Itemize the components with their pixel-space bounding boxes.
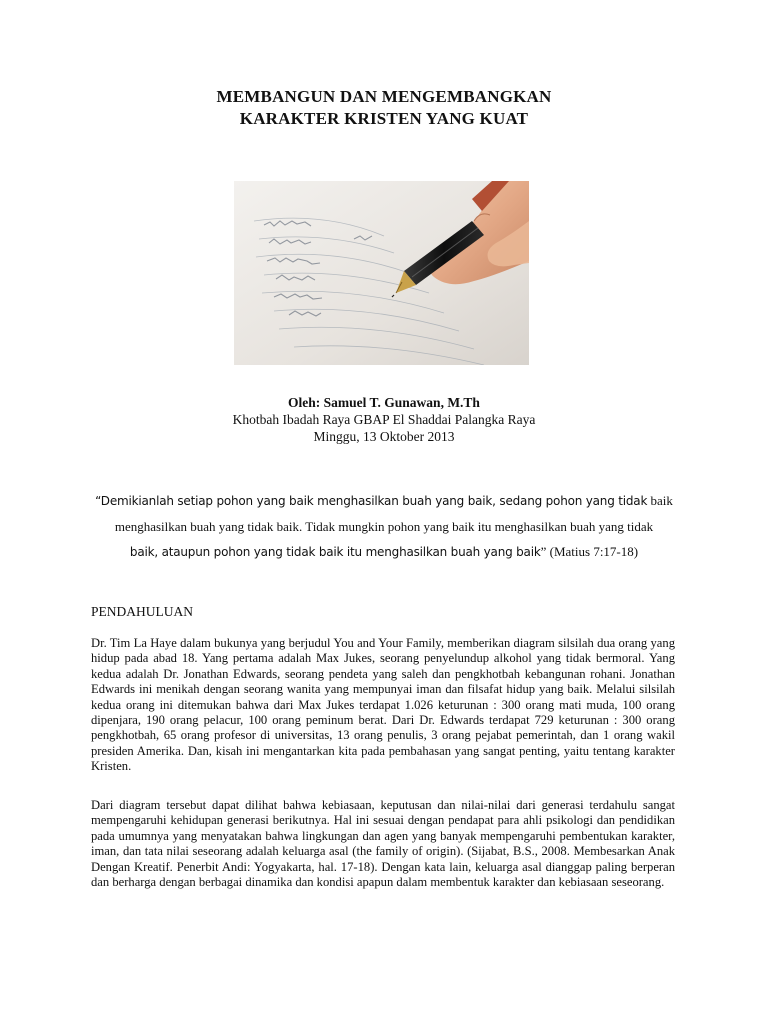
scripture-quote: [94, 488, 674, 565]
paragraph-2: Dari diagram tersebut dapat dilihat bahwa kebiasaan, keputusan dan nilai-nilai dari generasi terdahulu sangat mempengaruhi kehidupan generasi berikutnya. Hal ini sesuai dengan pendapat para ahli psikologi dan pendidikan pada umumnya yang menyatakan bahwa lingkungan dan agen yang banyak mempengaruhi pembentukan karakter, iman, dan tata nilai seseorang adalah keluarga asal (the family of origin). (Sijabat, B.S., 2008. Membesarkan Anak Dengan Kreatif. Penerbit Andi: Yogyakarta, hal. 17-18). Dengan kata lain, keluarga asal dianggap paling berperan dan berharga dengan berbagai dinamika dan kondisi apapun dalam membentuk karakter dan kebiasaan seseorang.: [91, 798, 675, 890]
quote-line-3-a: baik, ataupun pohon yang tidak baik itu menghasilkan buah yang baik: [129, 545, 541, 559]
sermon-date: Minggu, 13 Oktober 2013: [313, 429, 455, 444]
quote-line-2: menghasilkan buah yang tidak baik. Tidak mungkin pohon yang baik itu menghasilkan buah yang tidak: [114, 519, 654, 534]
event-name: Khotbah Ibadah Raya GBAP El Shaddai Palangka Raya: [232, 412, 536, 427]
title-line-1: MEMBANGUN DAN MENGEMBANGKAN: [216, 87, 552, 106]
paragraph-1: Dr. Tim La Haye dalam bukunya yang berjudul You and Your Family, memberikan diagram silsilah dua orang yang hidup pada abad 18. Yang pertama adalah Max Jukes, seorang penyelundup alkohol yang tidak bermoral. Yang kedua adalah Dr. Jonathan Edwards, seorang pendeta yang saleh dan pengkhotbah kebangunan rohani. Jonathan Edwards ini menikah dengan seorang wanita yang mempunyai iman dan filsafat hidup yang baik. Melalui silsilah kedua orang ini ditemukan bahwa dari Max Jukes terdapat 1.026 keturunan : 300 orang mati muda, 100 orang dipenjara, 190 orang pelacur, 100 orang peminum berat. Dari Dr. Edwards terdapat 729 keturunan : 300 orang pengkhotbah, 65 orang profesor di universitas, 13 orang penulis, 3 orang pejabat pemerintah, dan 1 orang wakil presiden Amerika. Dan, kisah ini mengantarkan kita pada pembahasan yang sangat penting, yaitu tentang karakter Kristen.: [91, 636, 675, 774]
quote-line-3-b: ” (Matius 7:17-18): [540, 544, 639, 559]
quote-line-1-a: “Demikianlah setiap pohon yang baik menghasilkan buah yang baik, sedang pohon yang tidak: [95, 494, 648, 508]
quote-line-3: [94, 539, 674, 565]
quote-line-1-b: baik: [647, 493, 673, 508]
section-heading: PENDAHULUAN: [91, 604, 193, 619]
title-line-2: KARAKTER KRISTEN YANG KUAT: [239, 109, 529, 128]
hand-writing-with-fountain-pen-photo: [234, 181, 529, 365]
document-title: [0, 86, 768, 130]
quote-line-1: [94, 488, 674, 514]
byline: [0, 394, 768, 445]
author: Oleh: Samuel T. Gunawan, M.Th: [288, 395, 480, 410]
